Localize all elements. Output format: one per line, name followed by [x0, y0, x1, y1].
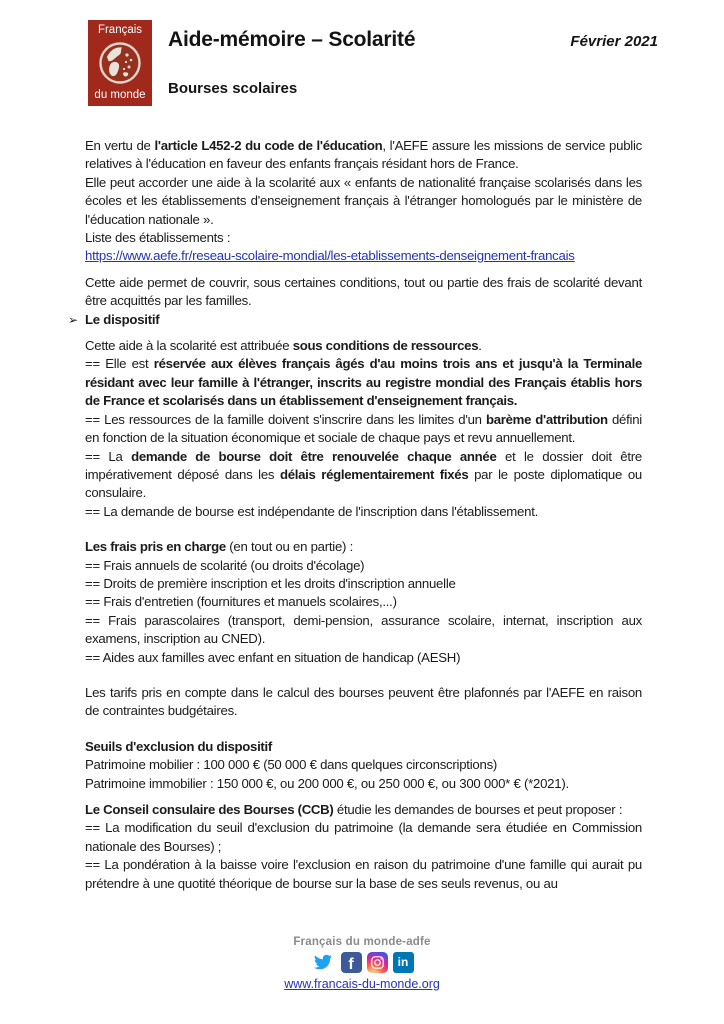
paragraph: Le Conseil consulaire des Bourses (CCB) étudie les demandes de bourses et peut proposer : == La modification du seuil d'exclusion du patrimoine (la demande sera étudiée en Commission nationale des Bourses) ; == La pondération à la baisse voire l'exclusion en raison du patrimoine d'une famille qui aurait pu prétendre à une quotité théorique de bourse sur la base de ses seuls revenus, ou au	[85, 802, 642, 891]
paragraph: Cette aide permet de couvrir, sous certaines conditions, tout ou partie des frais de scolarité devant être acquittés par les familles.	[85, 274, 642, 309]
paragraph: Les tarifs pris en compte dans le calcul des bourses peuvent être plafonnés par l'AEFE en raison de contraintes budgétaires.	[85, 684, 642, 719]
footer-org-name: Français du monde-adfe	[293, 936, 431, 948]
francais-du-monde-logo	[88, 20, 152, 106]
arrow-bullet-icon: ➢	[68, 312, 78, 327]
paragraph: == La demande de bourse est indépendante de l'inscription dans l'établissement.	[85, 503, 539, 519]
linkedin-icon[interactable]: in	[393, 952, 414, 973]
aefe-etablissements-link[interactable]: https://www.aefe.fr/reseau-scolaire-mondial/les-etablissements-denseignement-francais	[85, 248, 575, 264]
paragraph: == La demande de bourse doit être renouvelée chaque année et le dossier doit être impérativement déposé dans les délais réglementairement fixés par le poste diplomatique ou consulaire.	[85, 448, 642, 501]
logo-text-bottom: du monde	[94, 89, 146, 101]
footer-link-wrap	[0, 977, 724, 991]
page-footer	[0, 936, 724, 991]
social-icons-row	[0, 951, 724, 973]
paragraph: Les frais pris en charge (en tout ou en partie) : == Frais annuels de scolarité (ou droits d'écolage) == Droits de première inscription et les droits d'inscription annuelle == Frais d'entretien (fournitures et manuels scolaires,...) == Frais parascolaires (transport, demi-pension, assurance scolaire, internat, inscription aux examens, inscription au CNED). == Aides aux familles avec enfant en situation de handicap (AESH)	[85, 539, 642, 665]
paragraph: Cette aide à la scolarité est attribuée sous conditions de ressources.	[85, 338, 482, 354]
document-date: Février 2021	[570, 33, 658, 50]
paragraph: En vertu de l'article L452-2 du code de l'éducation, l'AEFE assure les missions de service public relatives à l'éducation en faveur des enfants français résidant hors de France. Elle peut accorder une aide à la scolarité aux « enfants de nationalité française scolarisés dans les écoles et les établissements d'enseignement français à l'étranger homologués par le ministère de l'éducation nationale ». Liste des établissements :	[85, 138, 643, 246]
paragraph: Seuils d'exclusion du dispositif Patrimoine mobilier : 100 000 € (50 000 € dans quelques circonscriptions) Patrimoine immobilier : 150 000 €, ou 200 000 €, ou 250 000 €, ou 300 000* € (*2021).	[85, 738, 569, 791]
document-body	[68, 137, 643, 893]
facebook-icon[interactable]: f	[341, 952, 362, 973]
document-subtitle: Bourses scolaires	[168, 80, 298, 97]
link-line	[85, 247, 642, 265]
twitter-icon[interactable]	[311, 952, 336, 973]
logo-text-top: Français	[97, 24, 143, 36]
website-link[interactable]: www.francais-du-monde.org	[284, 977, 440, 991]
paragraph: == Elle est réservée aux élèves français âgés d'au moins trois ans et jusqu'à la Terminale résidant avec leur famille à l'étranger, inscrits au registre mondial des Français établis hors de France et scolarisés dans un établissement d'enseignement français.	[85, 356, 642, 409]
page-title: Aide-mémoire – Scolarité	[168, 28, 416, 51]
globe-icon	[99, 42, 141, 84]
section-heading: ➢ Le dispositif	[85, 311, 642, 329]
paragraph: == Les ressources de la famille doivent s'inscrire dans les limites d'un barème d'attribution défini en fonction de la situation économique et sociale de chaque pays et revu annuellement.	[85, 411, 642, 446]
instagram-icon[interactable]	[367, 952, 388, 973]
